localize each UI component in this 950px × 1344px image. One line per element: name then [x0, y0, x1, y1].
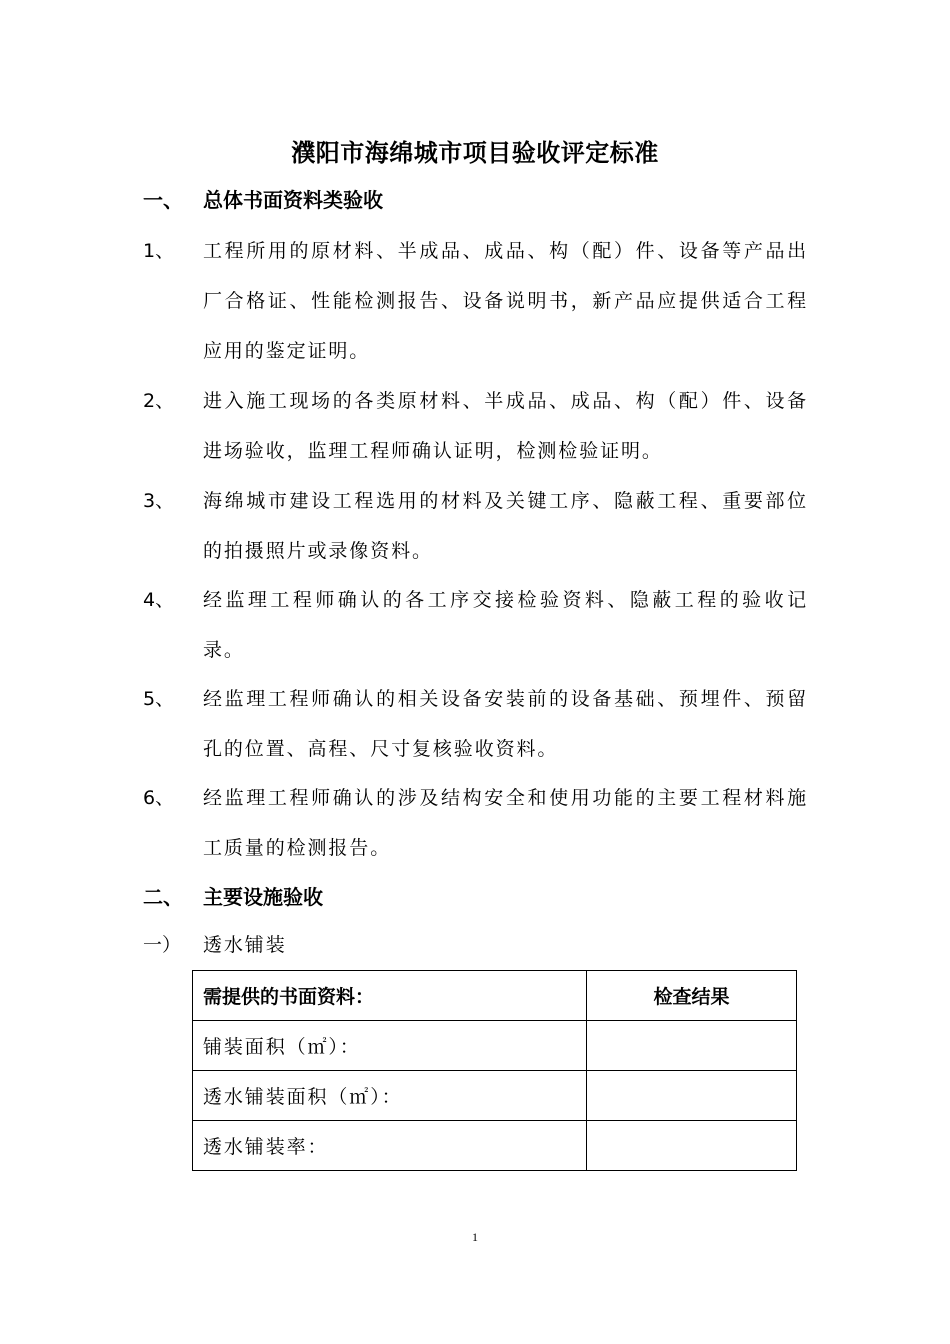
- item-text: 经监理工程师确认的相关设备安装前的设备基础、预埋件、预留孔的位置、高程、尺寸复核验收资料。: [203, 688, 808, 760]
- list-item: [143, 476, 808, 576]
- item-number: 2、: [143, 390, 175, 412]
- list-item: [143, 674, 808, 774]
- row-result: [587, 1021, 797, 1071]
- table-row: [193, 1121, 797, 1171]
- row-label: 透水铺装率：: [193, 1121, 587, 1171]
- list-item: [143, 376, 808, 476]
- section-heading-2: [143, 882, 323, 912]
- header-result: 检查结果: [587, 971, 797, 1021]
- item-text: 进入施工现场的各类原材料、半成品、成品、构（配）件、设备进场验收，监理工程师确认证明，检测检验证明。: [203, 390, 808, 462]
- list-item: [143, 773, 808, 873]
- section-title: 主要设施验收: [203, 885, 323, 909]
- table-header-row: [193, 971, 797, 1021]
- row-label: 透水铺装面积（㎡）：: [193, 1071, 587, 1121]
- header-documents: 需提供的书面资料：: [193, 971, 587, 1021]
- subsection-heading: [143, 930, 287, 960]
- item-text: 海绵城市建设工程选用的材料及关键工序、隐蔽工程、重要部位的拍摄照片或录像资料。: [203, 490, 808, 562]
- row-label: 铺装面积（㎡）：: [193, 1021, 587, 1071]
- row-result: [587, 1071, 797, 1121]
- page-number: 1: [472, 1230, 478, 1244]
- item-number: 6、: [143, 787, 175, 809]
- table-row: [193, 1071, 797, 1121]
- item-text: 经监理工程师确认的各工序交接检验资料、隐蔽工程的验收记录。: [203, 589, 808, 661]
- subsection-title: 透水铺装: [203, 934, 287, 956]
- table-row: [193, 1021, 797, 1071]
- section-title: 总体书面资料类验收: [203, 188, 383, 212]
- item-number: 4、: [143, 589, 175, 611]
- section-heading-1: [143, 185, 383, 215]
- item-text: 工程所用的原材料、半成品、成品、构（配）件、设备等产品出厂合格证、性能检测报告、设备说明书，新产品应提供适合工程应用的鉴定证明。: [203, 240, 808, 362]
- subsection-number: 一）: [143, 934, 182, 956]
- item-number: 5、: [143, 688, 175, 710]
- inspection-table: [192, 970, 797, 1171]
- list-item: [143, 226, 808, 376]
- item-number: 3、: [143, 490, 175, 512]
- document-title: 濮阳市海绵城市项目验收评定标准: [291, 139, 659, 167]
- row-result: [587, 1121, 797, 1171]
- section-number: 一、: [143, 188, 183, 212]
- list-item: [143, 575, 808, 675]
- item-number: 1、: [143, 240, 175, 262]
- section-number: 二、: [143, 885, 183, 909]
- item-text: 经监理工程师确认的涉及结构安全和使用功能的主要工程材料施工质量的检测报告。: [203, 787, 808, 859]
